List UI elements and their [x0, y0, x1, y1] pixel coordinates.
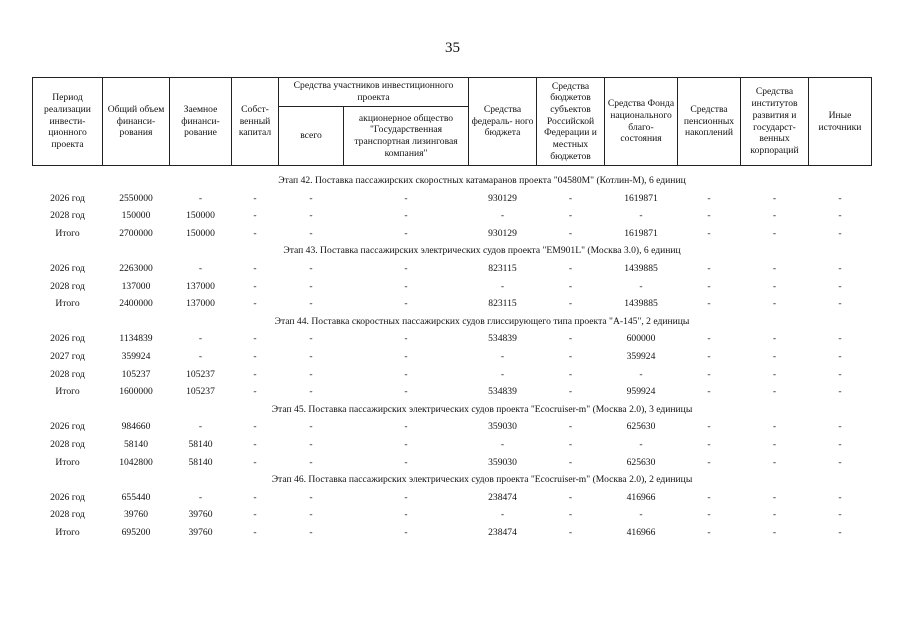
participants-all-cell: -: [309, 368, 313, 380]
nwf-cell: 1439885: [624, 298, 658, 310]
own-capital-cell: -: [253, 509, 257, 521]
table-row: [33, 489, 872, 507]
participants-all-cell: -: [309, 262, 313, 274]
header-gtlk: акционерное общество "Государственная транспортная лизинговая компания": [344, 107, 469, 166]
pension-cell: -: [707, 192, 711, 204]
period-cell: Итого: [55, 298, 80, 310]
regional-cell: -: [568, 192, 573, 204]
total-cell: 2550000: [119, 192, 153, 204]
period-cell: Итого: [55, 386, 80, 398]
loan-cell: 150000: [186, 210, 215, 222]
institutes-cell: -: [772, 509, 777, 521]
period-cell: Итого: [55, 227, 80, 239]
nwf-cell: -: [639, 280, 643, 292]
nwf-cell: 1619871: [624, 227, 658, 239]
federal-cell: 359030: [488, 421, 517, 433]
table-row: [33, 260, 872, 278]
regional-cell: -: [568, 526, 573, 538]
nwf-cell: 625630: [626, 421, 656, 433]
gtlk-cell: -: [404, 509, 408, 521]
own-capital-cell: -: [253, 526, 257, 538]
institutes-cell: -: [772, 386, 777, 398]
period-cell: 2026 год: [50, 491, 85, 503]
period-cell: 2026 год: [50, 421, 85, 433]
regional-cell: -: [568, 210, 573, 222]
table-row: [33, 190, 872, 208]
regional-cell: -: [568, 368, 573, 380]
total-cell: 2263000: [119, 262, 153, 274]
gtlk-cell: -: [404, 386, 408, 398]
header-pension: Средства пенсионных накоплений: [678, 78, 741, 166]
own-capital-cell: -: [253, 456, 257, 468]
loan-cell: -: [198, 333, 203, 345]
period-cell: 2026 год: [50, 262, 85, 274]
other-cell: -: [838, 227, 842, 239]
loan-cell: 39760: [188, 509, 213, 521]
institutes-cell: -: [772, 298, 777, 310]
nwf-cell: 625630: [626, 456, 656, 468]
period-cell: 2028 год: [50, 210, 85, 222]
nwf-cell: 959924: [626, 386, 656, 398]
header-federal: Средства федераль- ного бюджета: [469, 78, 537, 166]
pension-cell: -: [707, 210, 711, 222]
other-cell: -: [838, 386, 842, 398]
table-row: [33, 366, 872, 384]
stage-title-row: [33, 172, 872, 190]
header-total: Общий объем финанси- рования: [103, 78, 170, 166]
regional-cell: -: [568, 333, 573, 345]
other-cell: -: [838, 456, 842, 468]
period-cell: 2027 год: [50, 350, 85, 362]
header-nwf: Средства Фонда национального благо- состояния: [605, 78, 678, 166]
institutes-cell: -: [772, 262, 777, 274]
regional-cell: -: [568, 438, 573, 450]
regional-cell: -: [568, 298, 573, 310]
pension-cell: -: [707, 368, 711, 380]
federal-cell: 534839: [488, 333, 517, 345]
stage-title-row: [33, 242, 872, 260]
nwf-cell: -: [639, 368, 643, 380]
federal-cell: -: [500, 438, 505, 450]
regional-cell: -: [568, 421, 573, 433]
participants-all-cell: -: [309, 227, 313, 239]
stage-title-row: [33, 313, 872, 331]
loan-cell: -: [198, 192, 203, 204]
table-header: [33, 78, 872, 166]
other-cell: -: [838, 298, 842, 310]
table-row: [33, 418, 872, 436]
institutes-cell: -: [772, 526, 777, 538]
pension-cell: -: [707, 227, 711, 239]
federal-cell: -: [500, 350, 505, 362]
regional-cell: -: [568, 456, 573, 468]
regional-cell: -: [568, 350, 573, 362]
own-capital-cell: -: [253, 227, 257, 239]
participants-all-cell: -: [309, 210, 313, 222]
stage-title: Этап 45. Поставка пассажирских электрических судов проекта "Ecocruiser-m" (Москва 2.0), 3 единицы: [271, 403, 693, 415]
own-capital-cell: -: [253, 350, 257, 362]
regional-cell: -: [568, 280, 573, 292]
period-cell: 2026 год: [50, 333, 85, 345]
gtlk-cell: -: [404, 298, 408, 310]
stage-title: Этап 44. Поставка скоростных пассажирских судов глиссирующего типа проекта "А-145", 2 единицы: [274, 315, 690, 327]
participants-all-cell: -: [309, 438, 313, 450]
federal-cell: 534839: [488, 386, 517, 398]
participants-all-cell: -: [309, 350, 313, 362]
loan-cell: 150000: [186, 227, 215, 239]
gtlk-cell: -: [404, 262, 408, 274]
loan-cell: -: [198, 262, 203, 274]
pension-cell: -: [707, 350, 711, 362]
institutes-cell: -: [772, 333, 777, 345]
table-row: [33, 225, 872, 243]
table-row: [33, 330, 872, 348]
participants-all-cell: -: [309, 526, 313, 538]
table-row: [33, 383, 872, 401]
total-cell: 359924: [121, 350, 151, 362]
participants-all-cell: -: [309, 192, 313, 204]
gtlk-cell: -: [404, 456, 408, 468]
own-capital-cell: -: [253, 386, 257, 398]
federal-cell: 238474: [488, 491, 517, 503]
institutes-cell: -: [772, 491, 777, 503]
gtlk-cell: -: [404, 368, 408, 380]
federal-cell: 823115: [488, 262, 517, 274]
regional-cell: -: [568, 386, 573, 398]
table-row: [33, 348, 872, 366]
period-cell: 2028 год: [50, 509, 85, 521]
loan-cell: 137000: [186, 298, 215, 310]
pension-cell: -: [707, 333, 711, 345]
total-cell: 2400000: [119, 298, 153, 310]
gtlk-cell: -: [404, 333, 408, 345]
participants-all-cell: -: [309, 333, 313, 345]
other-cell: -: [838, 491, 842, 503]
pension-cell: -: [707, 509, 711, 521]
page-number: 35: [445, 40, 460, 56]
regional-cell: -: [568, 491, 573, 503]
institutes-cell: -: [772, 192, 777, 204]
table-row: [33, 454, 872, 472]
table-row: [33, 524, 872, 542]
own-capital-cell: -: [253, 262, 257, 274]
total-cell: 655440: [121, 491, 151, 503]
own-capital-cell: -: [253, 491, 257, 503]
nwf-cell: -: [639, 210, 643, 222]
own-capital-cell: -: [253, 333, 257, 345]
stage-title: Этап 42. Поставка пассажирских скоростных катамаранов проекта "04580М" (Котлин-М), 6 единиц: [278, 175, 686, 186]
stage-title: Этап 46. Поставка пассажирских электрических судов проекта "Ecocruiser-m" (Москва 2.0), 2 единицы: [271, 474, 693, 486]
loan-cell: -: [198, 491, 203, 503]
stage-title-row: [33, 471, 872, 489]
total-cell: 695200: [121, 526, 151, 538]
participants-all-cell: -: [309, 456, 313, 468]
loan-cell: 58140: [188, 456, 213, 468]
nwf-cell: 600000: [626, 333, 656, 345]
period-cell: 2028 год: [50, 280, 85, 292]
gtlk-cell: -: [404, 526, 408, 538]
gtlk-cell: -: [404, 280, 408, 292]
federal-cell: 823115: [488, 298, 517, 310]
period-cell: Итого: [55, 456, 80, 468]
total-cell: 150000: [121, 210, 151, 222]
own-capital-cell: -: [253, 298, 257, 310]
institutes-cell: -: [772, 421, 777, 433]
other-cell: -: [838, 210, 842, 222]
nwf-cell: 416966: [626, 491, 656, 503]
participants-all-cell: -: [309, 509, 313, 521]
stage-title: Этап 43. Поставка пассажирских электрических судов проекта "ЕМ901L" (Москва 3.0), 6 единиц: [283, 245, 681, 257]
stage-title-row: [33, 401, 872, 419]
total-cell: 984660: [121, 421, 151, 433]
pension-cell: -: [707, 262, 711, 274]
participants-all-cell: -: [309, 491, 313, 503]
institutes-cell: -: [772, 210, 777, 222]
other-cell: -: [838, 368, 842, 380]
gtlk-cell: -: [404, 421, 408, 433]
loan-cell: -: [198, 350, 203, 362]
nwf-cell: -: [639, 509, 643, 521]
other-cell: -: [838, 421, 842, 433]
pension-cell: -: [707, 280, 711, 292]
header-period: Период реализации инвести- ционного проекта: [33, 78, 103, 166]
gtlk-cell: -: [404, 438, 408, 450]
pension-cell: -: [707, 438, 711, 450]
regional-cell: -: [568, 262, 573, 274]
regional-cell: -: [568, 227, 573, 239]
header-loan: Заемное финанси- рование: [170, 78, 232, 166]
federal-cell: 359030: [488, 456, 517, 468]
period-cell: Итого: [55, 526, 80, 538]
federal-cell: 238474: [488, 526, 517, 538]
regional-cell: -: [568, 509, 573, 521]
institutes-cell: -: [772, 368, 777, 380]
other-cell: -: [838, 262, 842, 274]
nwf-cell: 359924: [626, 350, 656, 362]
header-own-capital: Собст- венный капитал: [232, 78, 279, 166]
nwf-cell: -: [639, 438, 643, 450]
institutes-cell: -: [772, 280, 777, 292]
pension-cell: -: [707, 456, 711, 468]
loan-cell: -: [198, 421, 203, 433]
nwf-cell: 1439885: [624, 262, 658, 274]
period-cell: 2028 год: [50, 368, 85, 380]
header-institutes: Средства институтов развития и государст- венных корпораций: [741, 78, 809, 166]
pension-cell: -: [707, 386, 711, 398]
other-cell: -: [838, 509, 842, 521]
table-row: [33, 436, 872, 454]
total-cell: 137000: [121, 280, 151, 292]
pension-cell: -: [707, 421, 711, 433]
own-capital-cell: -: [253, 438, 257, 450]
header-other: Иные источники: [809, 78, 872, 166]
loan-cell: 105237: [186, 368, 215, 380]
period-cell: 2026 год: [50, 192, 85, 204]
loan-cell: 58140: [188, 438, 213, 450]
own-capital-cell: -: [253, 210, 257, 222]
pension-cell: -: [707, 298, 711, 310]
institutes-cell: -: [772, 227, 777, 239]
federal-cell: -: [500, 368, 505, 380]
pension-cell: -: [707, 491, 711, 503]
total-cell: 1134839: [119, 333, 153, 345]
institutes-cell: -: [772, 438, 777, 450]
institutes-cell: -: [772, 350, 777, 362]
header-regional: Средства бюджетов субъектов Российской Федерации и местных бюджетов: [537, 78, 605, 166]
other-cell: -: [838, 438, 842, 450]
header-participants: Средства участников инвестиционного проекта: [279, 78, 469, 107]
own-capital-cell: -: [253, 192, 257, 204]
total-cell: 105237: [121, 368, 151, 380]
own-capital-cell: -: [253, 280, 257, 292]
nwf-cell: 1619871: [624, 192, 658, 204]
other-cell: -: [838, 333, 842, 345]
participants-all-cell: -: [309, 298, 313, 310]
loan-cell: 39760: [188, 526, 213, 538]
federal-cell: 930129: [488, 227, 517, 239]
total-cell: 2700000: [119, 227, 153, 239]
period-cell: 2028 год: [50, 438, 85, 450]
loan-cell: 105237: [186, 386, 215, 398]
total-cell: 58140: [124, 438, 148, 450]
federal-cell: -: [500, 509, 505, 521]
gtlk-cell: -: [404, 350, 408, 362]
total-cell: 39760: [124, 509, 148, 521]
federal-cell: -: [500, 210, 505, 222]
other-cell: -: [838, 192, 842, 204]
other-cell: -: [838, 526, 842, 538]
financing-table: [32, 77, 872, 541]
table-row: [33, 207, 872, 225]
federal-cell: -: [500, 280, 505, 292]
table-body: [33, 166, 872, 542]
gtlk-cell: -: [404, 192, 408, 204]
own-capital-cell: -: [253, 368, 257, 380]
total-cell: 1042800: [119, 456, 153, 468]
table-row: [33, 506, 872, 524]
loan-cell: 137000: [186, 280, 215, 292]
gtlk-cell: -: [404, 491, 408, 503]
other-cell: -: [838, 280, 842, 292]
total-cell: 1600000: [119, 386, 153, 398]
nwf-cell: 416966: [626, 526, 656, 538]
participants-all-cell: -: [309, 280, 313, 292]
institutes-cell: -: [772, 456, 777, 468]
gtlk-cell: -: [404, 227, 408, 239]
federal-cell: 930129: [488, 192, 517, 204]
table-row: [33, 295, 872, 313]
pension-cell: -: [707, 526, 711, 538]
participants-all-cell: -: [309, 386, 313, 398]
gtlk-cell: -: [404, 210, 408, 222]
table-row: [33, 278, 872, 296]
participants-all-cell: -: [309, 421, 313, 433]
other-cell: -: [838, 350, 842, 362]
header-participants-all: всего: [279, 107, 344, 166]
own-capital-cell: -: [253, 421, 257, 433]
